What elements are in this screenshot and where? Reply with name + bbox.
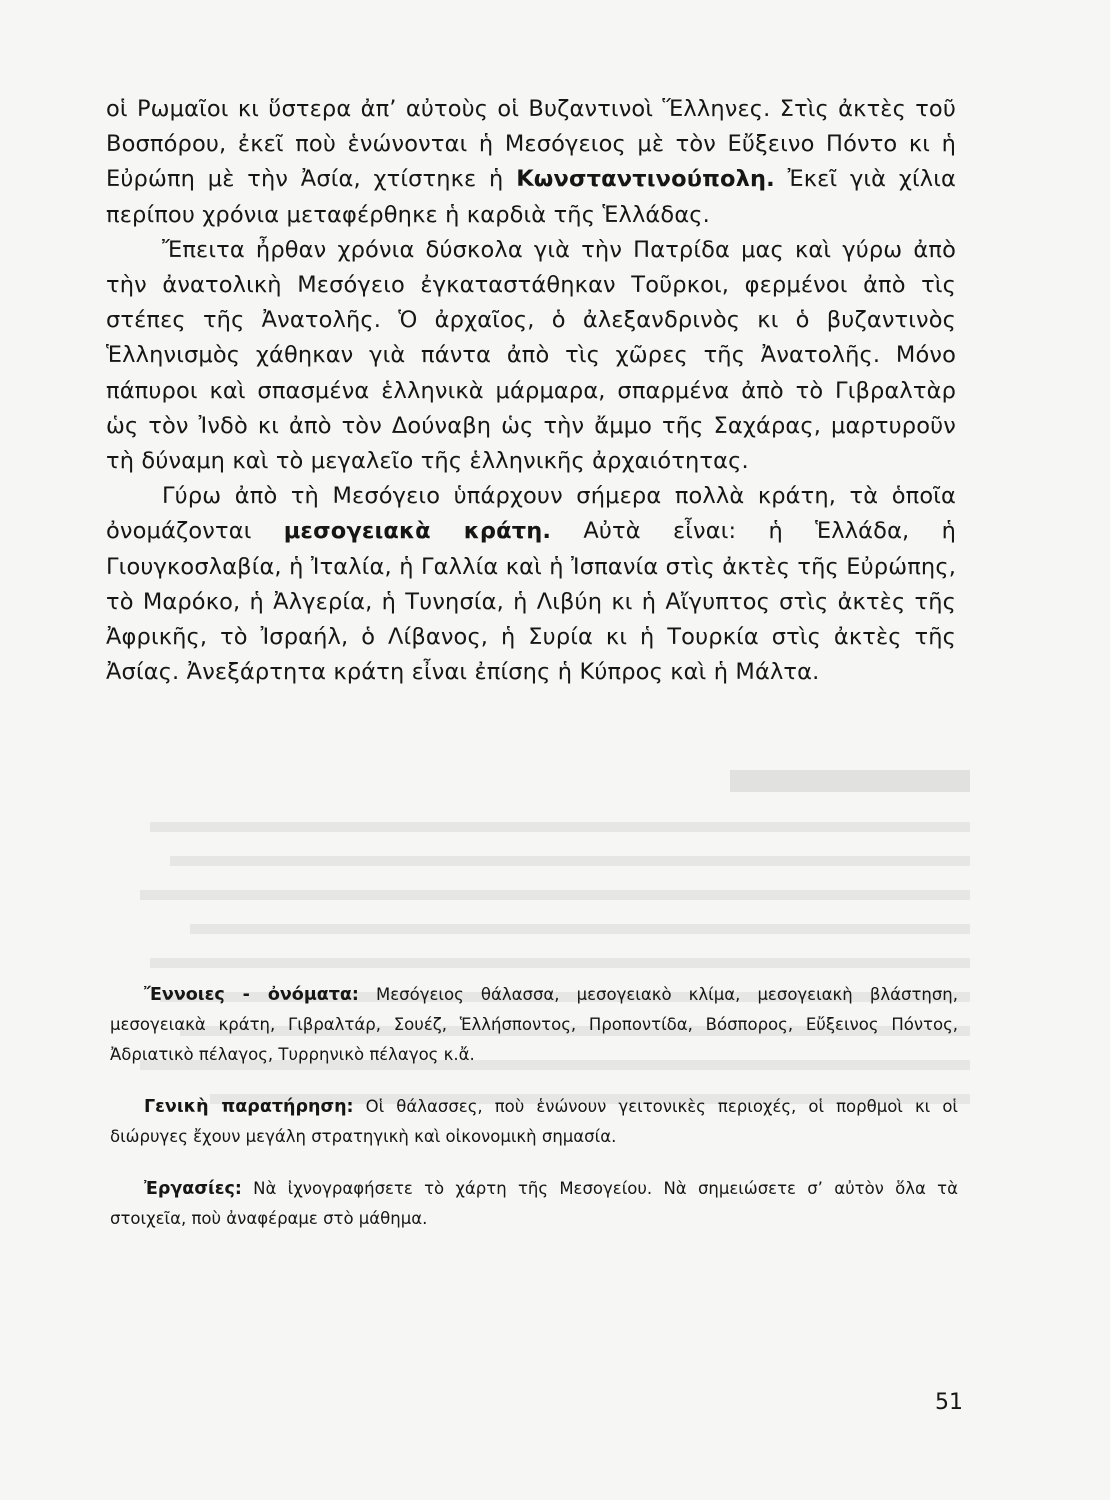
paragraph-3 [106, 479, 956, 690]
general-remark-label: Γενικὴ παρατήρηση: [144, 1097, 354, 1117]
paragraph-1-start: οἱ Ρωμαῖοι κι ὕστερα ἀπ’ αὐτοὺς οἱ Βυζαντινοὶ Ἕλληνες. Στὶς ἀκτὲς τοῦ Βοσπόρου, ἐκεῖ ποὺ ἑνώνονται ἡ Μεσόγειος μὲ τὸν Εὔξεινο Πόντο κι ἡ Εὐρώπη μὲ τὴν Ἀσία, χτίστηκε ἡ [106, 96, 956, 193]
tasks-text: Νὰ ἰχνογραφήσετε τὸ χάρτη τῆς Μεσογείου. Νὰ σημειώσετε σ’ αὐτὸν ὅλα τὰ στοιχεῖα, ποὺ ἀναφέραμε στὸ μάθημα. [110, 1179, 958, 1228]
paragraph-3-end: Αὐτὰ εἶναι: ἡ Ἑλλάδα, ἡ Γιουγκοσλαβία, ἡ Ἰταλία, ἡ Γαλλία καὶ ἡ Ἰσπανία στὶς ἀκτὲς τῆς Εὐρώπης, τὸ Μαρόκο, ἡ Ἀλγερία, ἡ Τυνησία, ἡ Λιβύη κι ἡ Αἴγυπτος στὶς ἀκτὲς τῆς Ἀφρικῆς, τὸ Ἰσραήλ, ὁ Λίβανος, ἡ Συρία κι ἡ Τουρκία στὶς ἀκτὲς τῆς Ἀσίας. Ἀνεξάρτητα κράτη εἶναι ἐπίσης ἡ Κύπρος καὶ ἡ Μάλτα. [106, 518, 957, 686]
general-remark-note [110, 1092, 958, 1152]
concepts-label: Ἔννοιες - ὀνόματα: [144, 985, 359, 1005]
tasks-note [110, 1174, 958, 1234]
paragraph-2: Ἔπειτα ἦρθαν χρόνια δύσκολα γιὰ τὴν Πατρίδα μας καὶ γύρω ἀπὸ τὴν ἀνατολικὴ Μεσόγειο ἐγκαταστάθηκαν Τοῦρκοι, φερμένοι ἀπὸ τὶς στέπες τῆς Ἀνατολῆς. Ὁ ἀρχαῖος, ὁ ἀλεξανδρινὸς κι ὁ βυζαντινὸς Ἑλληνισμὸς χάθηκαν γιὰ πάντα ἀπὸ τὶς χῶρες τῆς Ἀνατολῆς. Μόνο πάπυροι καὶ σπασμένα ἑλληνικὰ μάρμαρα, σπαρμένα ἀπὸ τὸ Γιβραλτὰρ ὡς τὸν Ἰνδὸ κι ἀπὸ τὸν Δούναβη ὡς τὴν ἄμμο τῆς Σαχάρας, μαρτυροῦν τὴ δύναμη καὶ τὸ μεγαλεῖο τῆς ἑλληνικῆς ἀρχαιότητας. [106, 236, 956, 475]
concepts-text: Μεσόγειος θάλασσα, μεσογειακὸ κλίμα, μεσογειακὴ βλάστηση, μεσογειακὰ κράτη, Γιβραλτάρ, Σουέζ, Ἑλλήσποντος, Προποντίδα, Βόσπορος, Εὔξεινος Πόντος, Ἀδριατικὸ πέλαγος, Τυρρηνικὸ πέλαγος κ.ἄ. [110, 985, 959, 1064]
tasks-label: Ἐργασίες: [144, 1179, 242, 1199]
bold-term-mediterranean-states: μεσογειακὰ κράτη. [283, 518, 552, 545]
concepts-note [110, 980, 958, 1070]
bold-term-constantinople: Κωνσταντινούπολη. [516, 166, 775, 193]
general-remark-text: Οἱ θάλασσες, ποὺ ἑνώνουν γειτονικὲς περιοχές, οἱ πορθμοὶ κι οἱ διώρυγες ἔχουν μεγάλη στρατηγικὴ καὶ οἰκονομικὴ σημασία. [110, 1097, 959, 1146]
paragraph-1 [106, 92, 956, 233]
lesson-notes [110, 980, 958, 1256]
page-number: 51 [935, 1390, 963, 1415]
paragraph-3-start: Γύρω ἀπὸ τὴ Μεσόγειο ὑπάρχουν σήμερα πολλὰ κράτη, τὰ ὁποῖα ὀνομάζονται [106, 483, 956, 545]
main-text [106, 92, 956, 690]
paragraph-1-end: Ἐκεῖ γιὰ χίλια περίπου χρόνια μεταφέρθηκε ἡ καρδιὰ τῆς Ἑλλάδας. [106, 166, 956, 228]
